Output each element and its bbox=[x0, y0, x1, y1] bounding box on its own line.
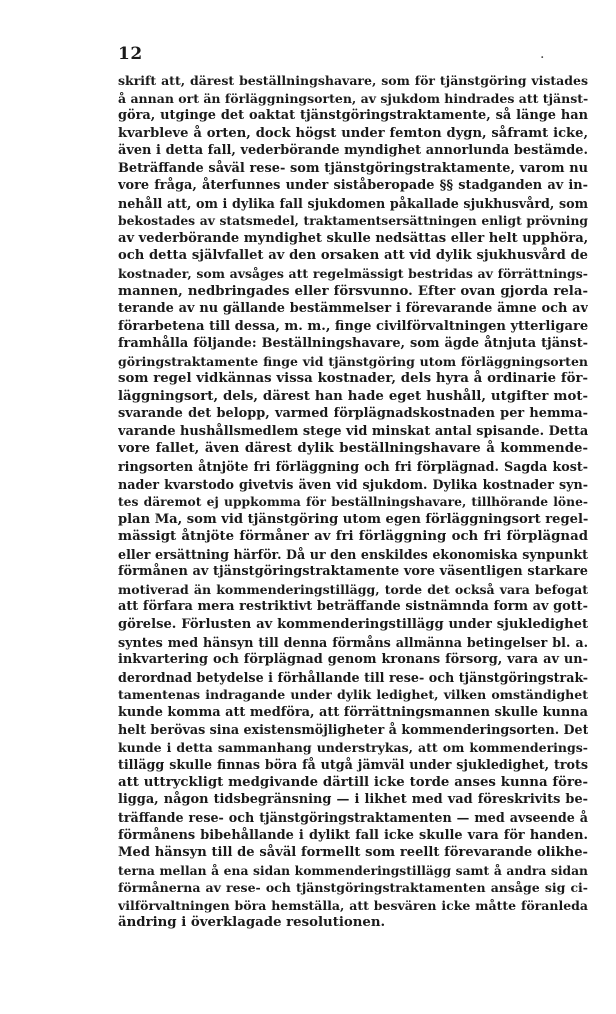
text-line: och detta självfallet av den orsaken att vid dylik sjukhusvård de bbox=[118, 248, 588, 264]
corner-mark: . bbox=[540, 46, 545, 62]
text-line: skrift att, därest beställningshavare, som för tjänstgöring vistades bbox=[118, 73, 588, 88]
text-line: att uttryckligt medgivande därtill icke torde anses kunna före- bbox=[118, 774, 588, 790]
page-number: 12 bbox=[118, 44, 143, 64]
text-line: å annan ort än förläggningsorten, av sjukdom hindrades att tjänst- bbox=[118, 90, 588, 106]
text-line: göringstraktamente finge vid tjänstgöring utom förläggningsorten bbox=[118, 353, 588, 369]
text-line: träffande rese- och tjänstgöringstraktamenten — med avseende å bbox=[118, 809, 588, 825]
text-line: förmånen av tjänstgöringstraktamente vore väsentligen starkare bbox=[118, 564, 588, 580]
text-line: derordnad betydelse i förhållande till rese- och tjänstgöringstrak- bbox=[118, 669, 588, 685]
text-line: läggningsort, dels, därest han hade eget hushåll, utgifter mot- bbox=[118, 388, 588, 404]
text-line: mässigt åtnjöte förmåner av fri förläggning och fri förplägnad bbox=[118, 529, 588, 545]
text-line: Beträffande såväl rese- som tjänstgöringstraktamente, varom nu bbox=[118, 160, 588, 176]
text-line: ligga, någon tidsbegränsning — i likhet med vad föreskrivits be- bbox=[118, 792, 588, 808]
text-line: även i detta fall, vederbörande myndighet annorlunda bestämde. bbox=[118, 143, 588, 159]
text-line: förmånens bibehållande i dylikt fall icke skulle vara för handen. bbox=[118, 827, 588, 843]
text-line: mannen, nedbringades eller försvunno. Efter ovan gjorda rela- bbox=[118, 283, 588, 299]
text-line: inkvartering och förplägnad genom kronans försorg, vara av un- bbox=[118, 652, 588, 668]
text-line: ändring i överklagade resolutionen. bbox=[118, 915, 386, 931]
text-line: som regel vidkännas vissa kostnader, dels hyra å ordinarie för- bbox=[118, 371, 588, 387]
text-line: förarbetena till dessa, m. m., finge civilförvaltningen ytterligare bbox=[118, 318, 588, 334]
text-line: terna mellan å ena sidan kommenderingstillägg samt å andra sidan bbox=[118, 862, 588, 878]
text-line: tes däremot ej uppkomma för beställningshavare, tillhörande löne- bbox=[118, 494, 588, 510]
text-line: kunde i detta sammanhang understrykas, att om kommenderings- bbox=[118, 739, 588, 755]
text-line: ringsorten åtnjöte fri förläggning och fri förplägnad. Sagda kost- bbox=[118, 459, 588, 475]
text-line: vore fallet, även därest dylik beställningshavare å kommende- bbox=[118, 441, 588, 457]
text-line: görelse. Förlusten av kommenderingstillägg under sjukledighet bbox=[118, 616, 588, 632]
text-line: göra, utginge det oaktat tjänstgöringstraktamente, så länge han bbox=[118, 108, 588, 124]
text-line: Med hänsyn till de såväl formellt som reellt förevarande olikhe- bbox=[118, 845, 588, 861]
text-line: plan Ma, som vid tjänstgöring utom egen förläggningsort regel- bbox=[118, 511, 588, 527]
text-line: kostnader, som avsåges att regelmässigt bestridas av förrättnings- bbox=[118, 266, 588, 282]
text-line: syntes med hänsyn till denna förmåns allmänna betingelser bl. a. bbox=[118, 634, 588, 650]
text-line: att förfara mera restriktivt beträffande sistnämnda form av gott- bbox=[118, 599, 588, 615]
text-line: motiverad än kommenderingstillägg, torde det också vara befogat bbox=[118, 581, 588, 597]
text-line: kunde komma att medföra, att förrättningsmannen skulle kunna bbox=[118, 704, 588, 720]
text-line: kvarbleve å orten, dock högst under femton dygn, såframt icke, bbox=[118, 125, 588, 141]
text-line: nehåll att, om i dylika fall sjukdomen påkallade sjukhusvård, som bbox=[118, 195, 588, 211]
text-line: eller ersättning härför. Då ur den enskildes ekonomiska synpunkt bbox=[118, 546, 588, 562]
body-text bbox=[118, 72, 588, 932]
text-line: nader kvarstodo givetvis även vid sjukdom. Dylika kostnader syn- bbox=[118, 476, 588, 492]
text-line: framhålla följande: Beställningshavare, som ägde åtnjuta tjänst- bbox=[118, 336, 588, 352]
text-line: tillägg skulle finnas böra få utgå jämväl under sjukledighet, trots bbox=[118, 757, 588, 773]
text-line: varande hushållsmedlem stege vid minskat antal spisande. Detta bbox=[118, 423, 588, 439]
text-line: av vederbörande myndighet skulle nedsättas eller helt upphöra, bbox=[118, 230, 588, 246]
text-line: bekostades av statsmedel, traktamentsersättningen enligt prövning bbox=[118, 213, 588, 229]
text-line: vore fråga, återfunnes under siståberopade §§ stadganden av in- bbox=[118, 178, 588, 194]
text-line: förmånerna av rese- och tjänstgöringstraktamenten ansåge sig ci- bbox=[118, 880, 588, 896]
text-line: vilförvaltningen böra hemställa, att besvären icke måtte föranleda bbox=[118, 897, 588, 913]
text-line: terande av nu gällande bestämmelser i förevarande ämne och av bbox=[118, 301, 588, 317]
text-line: svarande det belopp, varmed förplägnadskostnaden per hemma- bbox=[118, 406, 588, 422]
text-line: helt berövas sina existensmöjligheter å kommenderingsorten. Det bbox=[118, 722, 588, 738]
text-line: tamentenas indragande under dylik ledighet, vilken omständighet bbox=[118, 687, 588, 703]
